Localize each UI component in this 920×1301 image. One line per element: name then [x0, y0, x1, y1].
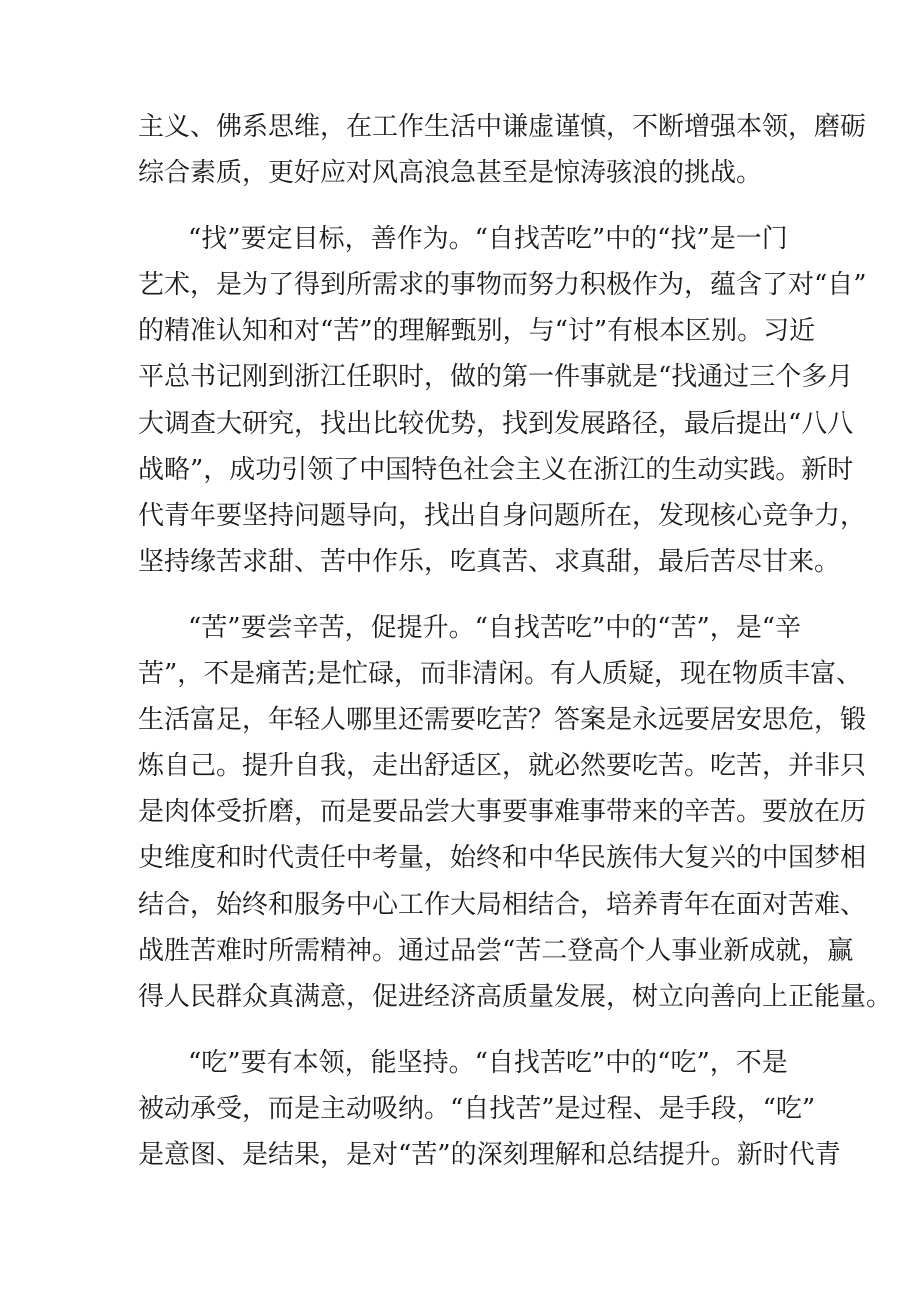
text-line: 代青年要坚持问题导向，找出自身问题所在，发现核心竞争力，: [138, 500, 867, 531]
text-line: 是肉体受折磨，而是要品尝大事要事难事带来的辛苦。要放在历: [138, 797, 867, 828]
text-line: 的精准认知和对“苦”的理解甄别，与“讨”有根本区别。习近: [138, 316, 816, 347]
text-line: “找”要定目标，善作为。“自找苦吃”中的“找”是一门: [188, 224, 788, 255]
text-line: 综合素质，更好应对风高浪急甚至是惊涛骇浪的挑战。: [138, 158, 763, 189]
text-line: 史维度和时代责任中考量，始终和中华民族伟大复兴的中国梦相: [138, 843, 867, 874]
document-body: [138, 104, 893, 1178]
text-line: 坚持缘苦求甜、苦中作乐，吃真苦、求真甜，最后苦尽甘来。: [138, 546, 841, 577]
text-line: 战胜苦难时所需精神。通过品尝“苦二登高个人事业新成就，赢: [138, 935, 854, 966]
paragraph: [138, 1040, 841, 1178]
paragraph: [138, 104, 867, 196]
text-line: 主义、佛系思维，在工作生活中谦虚谨慎，不断增强本领，磨砺: [138, 112, 867, 142]
text-line: 炼自己。提升自我，走出舒适区，就必然要吃苦。吃苦，并非只: [138, 751, 867, 782]
paragraph: [138, 216, 867, 585]
text-line: 是意图、是结果，是对“苦”的深刻理解和总结提升。新时代青: [138, 1139, 841, 1170]
text-line: 结合，始终和服务中心工作大局相结合，培养青年在面对苦难、: [138, 889, 867, 920]
text-line: 被动承受，而是主动吸纳。“自找苦”是过程、是手段，“吃”: [138, 1093, 816, 1124]
paragraph: [138, 605, 893, 1020]
text-line: 战略”，成功引领了中国特色社会主义在浙江的生动实践。新时: [138, 454, 854, 485]
text-line: 得人民群众真满意，促进经济高质量发展，树立向善向上正能量。: [138, 981, 893, 1012]
text-line: 苦”，不是痛苦;是忙碌，而非清闲。有人质疑，现在物质丰富、: [138, 659, 863, 690]
text-line: 生活富足，年轻人哪里还需要吃苦？答案是永远要居安思危，锻: [138, 705, 867, 736]
text-line: “吃”要有本领，能坚持。“自找苦吃”中的“吃”，不是: [188, 1047, 788, 1078]
text-line: “苦”要尝辛苦，促提升。“自找苦吃”中的“苦”，是“辛: [188, 612, 802, 643]
text-line: 大调查大研究，找出比较优势，找到发展路径，最后提出“八八: [138, 408, 854, 439]
text-line: 平总书记刚到浙江任职时，做的第一件事就是“找通过三个多月: [138, 362, 854, 393]
text-line: 艺术，是为了得到所需求的事物而努力积极作为，蕴含了对“自”: [138, 270, 867, 301]
